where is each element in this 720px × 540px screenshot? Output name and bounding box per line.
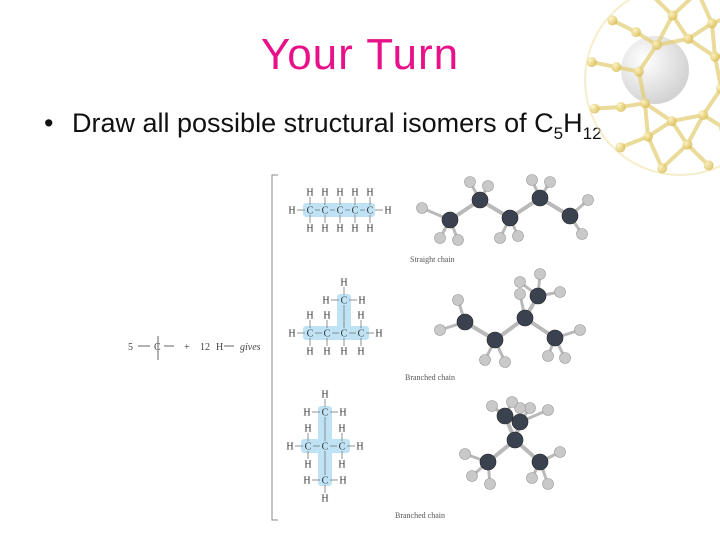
carbon-ball [532,454,548,470]
hydrogen-atom-label: H [351,187,359,199]
ball-and-stick-model-branched-chain-2 [460,397,566,490]
slide-title: Your Turn [260,30,460,79]
fullerene-node [634,67,644,77]
formula-subscript-carbon: 5 [553,124,564,143]
hydrogen-atom-label: H [288,328,296,340]
carbon-atom-label: C [357,328,365,340]
fullerene-node [682,140,692,150]
carbon-ball [497,408,513,424]
hydrogen-ball [460,449,471,460]
fullerene-node [668,10,678,20]
fullerene-node [590,104,600,114]
fullerene-bond [648,137,662,169]
hydrogen-ball [513,231,524,242]
hydrogen-atom-label: H [306,346,314,358]
fullerene-node [652,40,662,50]
hydrogen-atom-label: H [339,475,347,487]
hydrogen-ball [500,357,511,368]
hydrogen-atom-label: H [306,310,314,322]
hydrogen-atom-label: H [366,187,374,199]
carbon-atom-label: C [321,441,329,453]
hydrogen-atom-label: H [321,389,329,401]
hydrogen-atom-label: H [323,310,331,322]
bullet-point [44,108,602,144]
hydrogen-atom-label: H [286,441,294,453]
hydrogen-atom-label: H [321,187,329,199]
hydrogen-ball [527,175,538,186]
hydrogen-atom-label: H [351,223,359,235]
hydrogen-ball [560,353,571,364]
hydrogen-atom-label: H [288,205,296,217]
structural-formula-branched-chain-1 [288,278,382,358]
fullerene-node [698,110,708,120]
carbon-atom-label: C [340,328,348,340]
fullerene-bond [645,103,648,136]
carbon-atom-label: C [351,205,359,217]
carbon-ball [512,414,528,430]
hydrogen-ball [515,289,526,300]
hydrogen-atom-label: H [323,346,331,358]
hydrogen-ball [453,235,464,246]
carbon-ball [547,330,563,346]
carbon-atom-label: C [321,475,329,487]
hydrogen-ball [467,471,478,482]
equation-gives: gives [240,342,261,353]
hydrogen-ball [465,177,476,188]
hydrogen-atom-label: H [340,277,348,289]
bullet-text: Draw all possible structural isomers of C [72,108,554,138]
carbon-atom-label: C [304,441,312,453]
equation-hydrogen-coef: 12 [200,342,210,353]
carbon-ball [487,332,503,348]
carbon-atom-label: C [306,205,314,217]
hydrogen-atom-label: H [304,423,312,435]
hydrogen-ball [555,287,566,298]
hydrogen-ball [515,277,526,288]
isomer-figure [120,170,620,535]
hydrogen-ball [545,177,556,188]
carbon-atom-label: C [338,441,346,453]
carbon-atom-label: C [321,205,329,217]
hydrogen-atom-label: H [358,295,366,307]
structural-formula-straight-chain [288,188,391,235]
hydrogen-ball [435,233,446,244]
carbon-ball [472,192,488,208]
hydrogen-atom-label: H [338,423,346,435]
formula-subscript-hydrogen: 12 [582,124,602,143]
hydrogen-ball [485,479,496,490]
formula-hydrogen: H [563,108,583,138]
hydrogen-ball [480,355,491,366]
hydrogen-ball [535,269,546,280]
equation-carbon-coef: 5 [128,342,133,353]
hydrogen-atom-label: H [338,459,346,471]
equation-plus: + [184,342,190,353]
carbon-atom-label: C [366,205,374,217]
fullerene-node [643,132,653,142]
equation-hydrogen: H [216,342,224,353]
carbon-ball [502,210,518,226]
hydrogen-atom-label: H [384,205,392,217]
carbon-atom-label: C [321,407,329,419]
hydrogen-ball [507,397,518,408]
fullerene-node [587,57,597,67]
fullerene-node [657,163,667,173]
carbon-atom-label: C [323,328,331,340]
hydrogen-atom-label: H [304,459,312,471]
hydrogen-atom-label: H [306,223,314,235]
hydrogen-ball [495,233,506,244]
hydrogen-atom-label: H [303,475,311,487]
carbon-ball [480,454,496,470]
hydrogen-atom-label: H [375,328,383,340]
hydrogen-atom-label: H [357,310,365,322]
fullerene-node [667,116,677,126]
hydrogen-ball [577,229,588,240]
hydrogen-ball [543,479,554,490]
hydrogen-ball [543,351,554,362]
carbon-ball [562,208,578,224]
hydrogen-atom-label: H [340,346,348,358]
carbon-atom-label: C [340,295,348,307]
caption-branched-chain-1: Branched chain [405,373,455,382]
hydrogen-atom-label: H [321,493,329,505]
hydrogen-atom-label: H [322,295,330,307]
ball-and-stick-model-branched-chain-1 [435,269,586,368]
hydrogen-ball [555,447,566,458]
hydrogen-atom-label: H [306,187,314,199]
carbon-atom-label: C [306,328,314,340]
hydrogen-ball [525,403,536,414]
hydrogen-ball [483,181,494,192]
equation-carbon: C [154,342,161,353]
structural-formula-branched-chain-2 [286,390,363,505]
fullerene-node [710,52,720,62]
fullerene-node [640,98,650,108]
hydrogen-ball [527,473,538,484]
fullerene-bond [712,23,715,56]
hydrogen-ball [417,203,428,214]
caption-straight-chain: Straight chain [410,255,455,264]
ball-and-stick-model-straight-chain [417,175,594,246]
hydrogen-atom-label: H [336,187,344,199]
fullerene-node [615,142,625,152]
hydrogen-ball [453,295,464,306]
equation [128,336,261,360]
bullet-marker: • [44,108,54,138]
hydrogen-ball [575,325,586,336]
hydrogen-ball [543,405,554,416]
fullerene-node [611,62,621,72]
hydrogen-ball [487,401,498,412]
carbon-atom-label: C [336,205,344,217]
caption-branched-chain-2: Branched chain [395,511,445,520]
fullerene-node [704,160,714,170]
hydrogen-atom-label: H [336,223,344,235]
hydrogen-atom-label: H [321,223,329,235]
hydrogen-atom-label: H [366,223,374,235]
carbon-ball [532,190,548,206]
fullerene-node [616,102,626,112]
hydrogen-atom-label: H [356,441,364,453]
hydrogen-ball [435,325,446,336]
carbon-ball [530,288,546,304]
carbon-ball [442,212,458,228]
fullerene-node [608,15,618,25]
hydrogen-atom-label: H [357,346,365,358]
carbon-ball [517,310,533,326]
carbon-ball [507,432,523,448]
fullerene-node [683,34,693,44]
hydrogen-atom-label: H [303,407,311,419]
fullerene-node [707,18,717,28]
hydrogen-atom-label: H [339,407,347,419]
fullerene-node [631,27,641,37]
figure-bracket [272,175,278,520]
fullerene-bond [662,145,687,169]
hydrogen-ball [583,195,594,206]
carbon-ball [457,314,473,330]
